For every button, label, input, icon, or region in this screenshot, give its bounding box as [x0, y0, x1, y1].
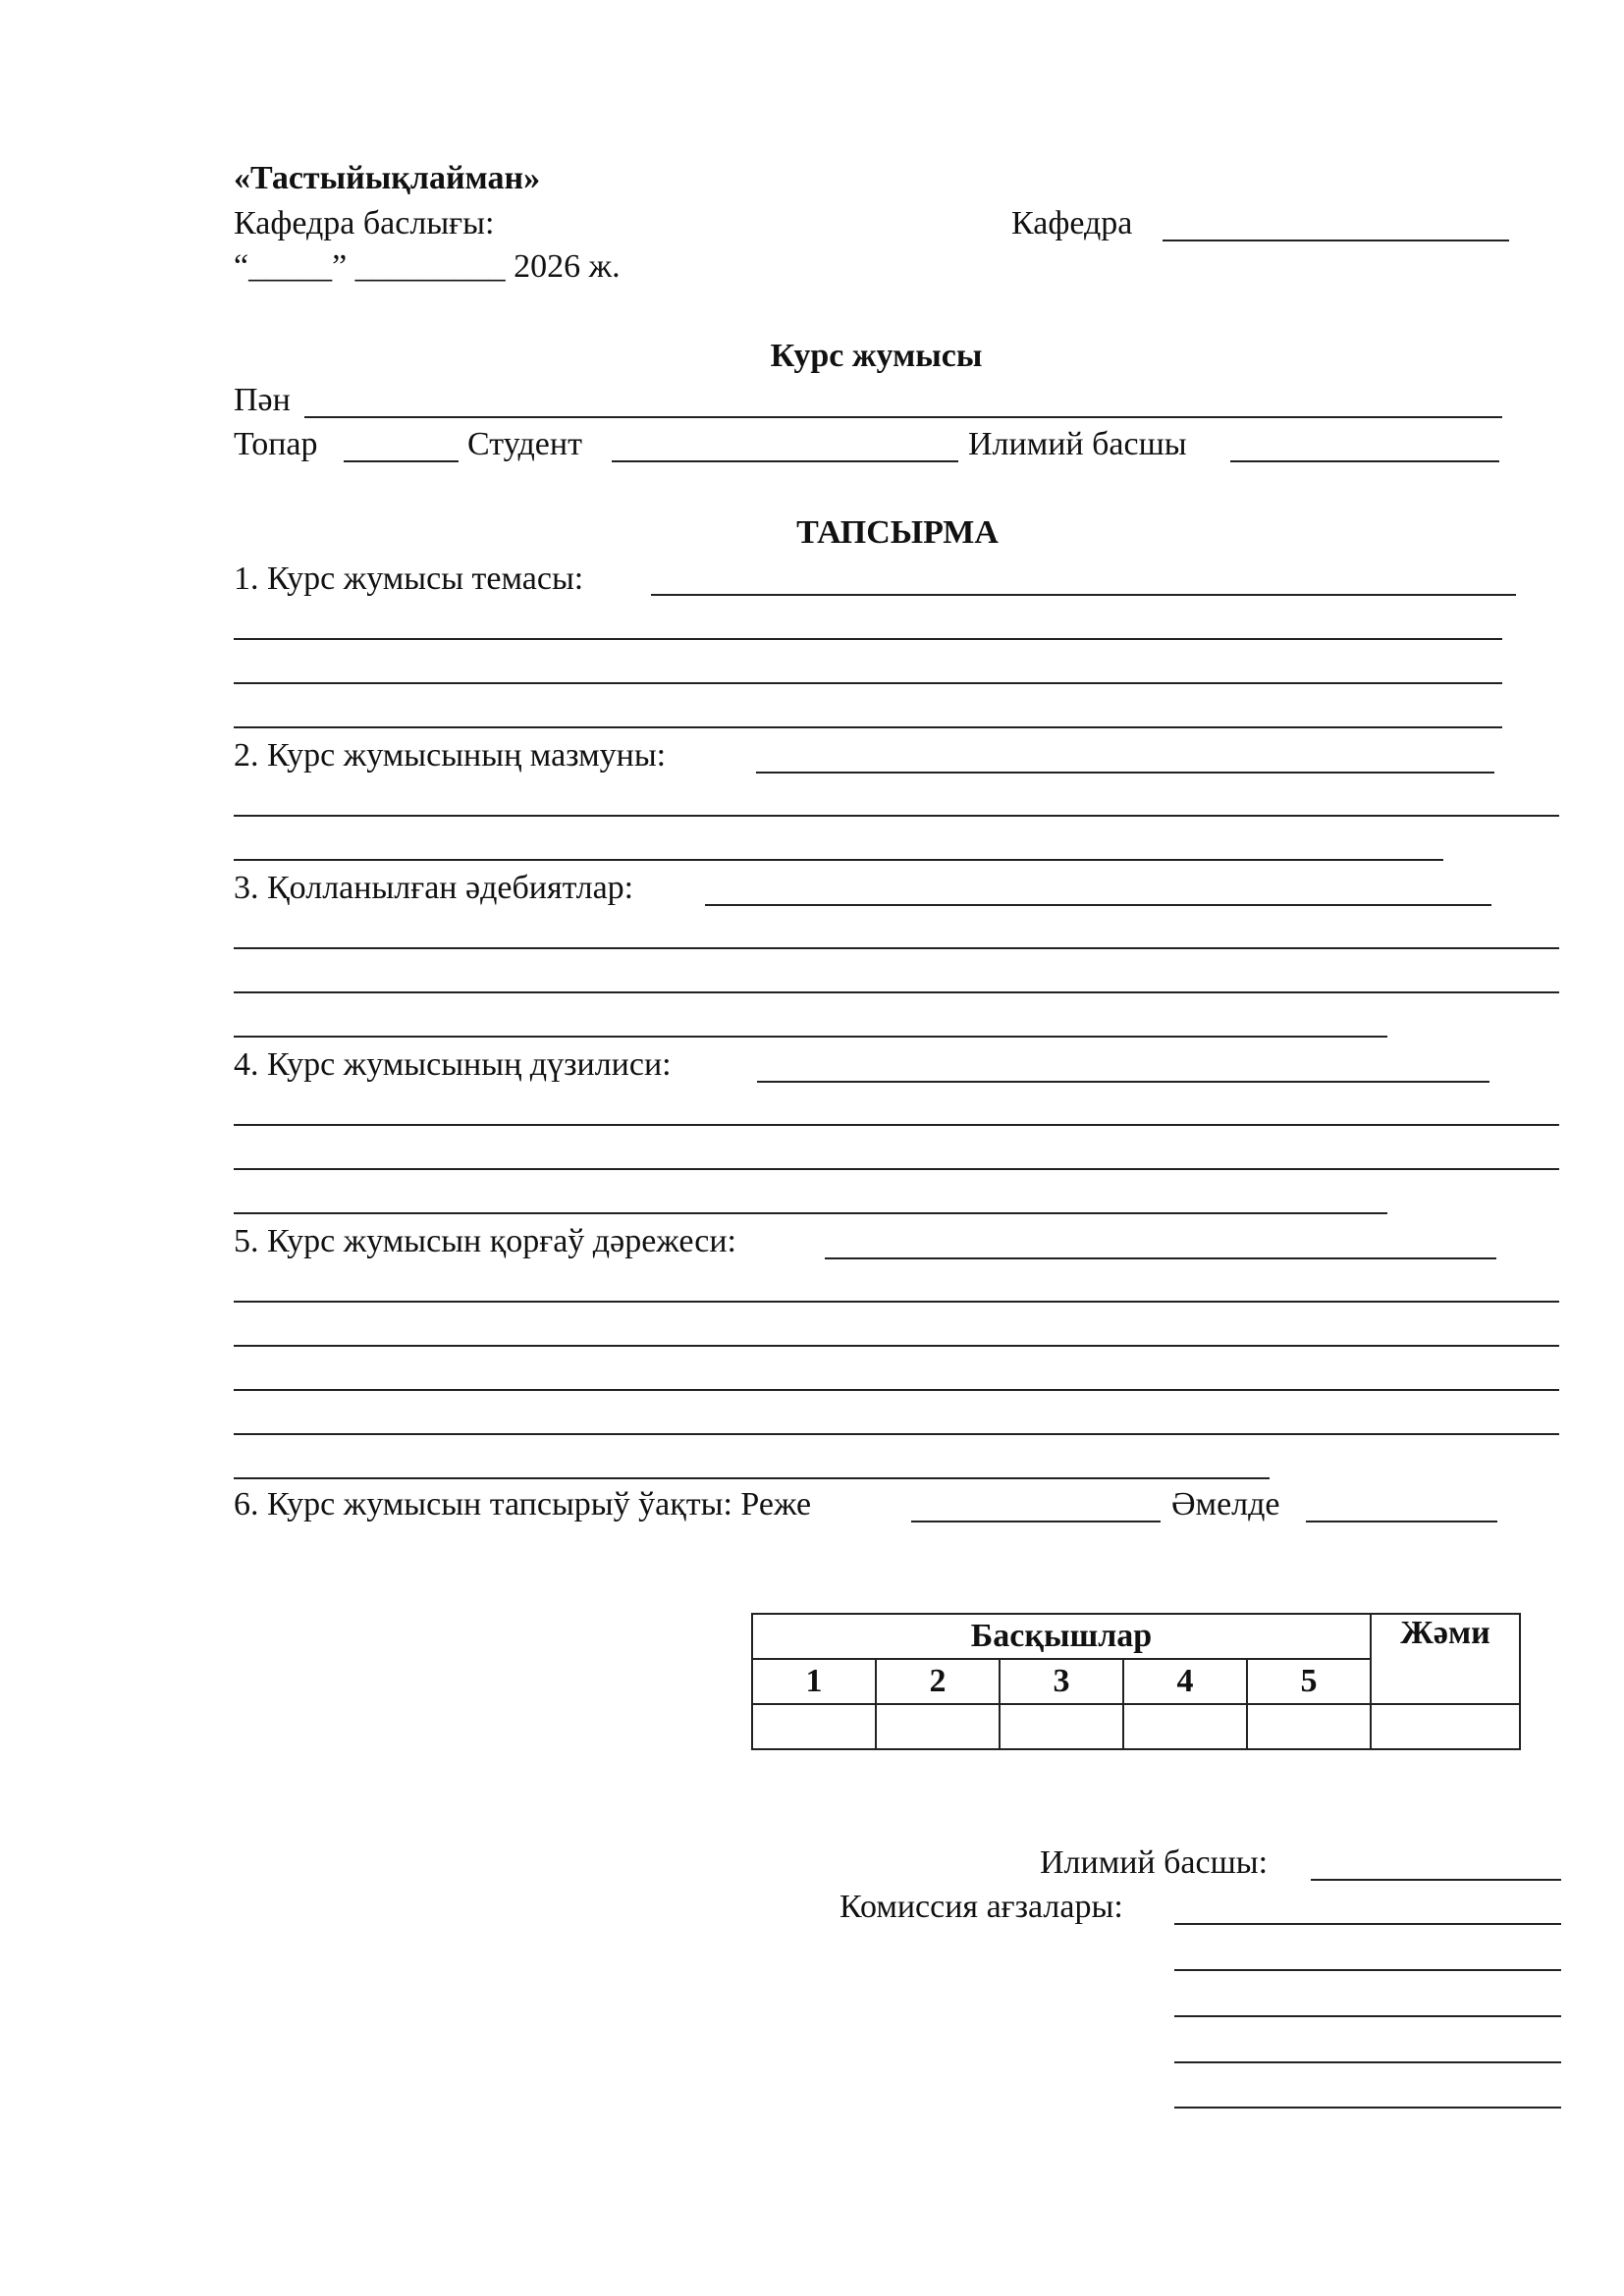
item-3-line[interactable] [234, 1036, 1387, 1038]
item-1-line[interactable] [651, 594, 1516, 596]
signature-commission-label: Комиссия ағзалары: [839, 1889, 1123, 1925]
stage-col-header: 5 [1247, 1659, 1371, 1704]
item-5-line[interactable] [234, 1477, 1270, 1479]
stage-col-header: 1 [752, 1659, 876, 1704]
planned-date-line[interactable] [911, 1521, 1161, 1522]
item-4-line[interactable] [234, 1124, 1559, 1126]
group-label: Топар [234, 426, 318, 462]
item-5-line[interactable] [234, 1301, 1559, 1303]
signature-supervisor-label: Илимий басшы: [1040, 1844, 1269, 1881]
commission-line[interactable] [1174, 2015, 1561, 2017]
item-1-line[interactable] [234, 726, 1502, 728]
actual-date-line[interactable] [1306, 1521, 1497, 1522]
item-2-line[interactable] [234, 815, 1559, 817]
item-5-line[interactable] [234, 1433, 1559, 1435]
stage-col-header: 2 [876, 1659, 1000, 1704]
head-of-dept-label: Кафедра баслығы: [234, 205, 495, 241]
student-label: Студент [467, 426, 582, 462]
department-label: Кафедра [1011, 205, 1133, 241]
item-2-line[interactable] [756, 772, 1494, 774]
commission-line[interactable] [1174, 2107, 1561, 2109]
grade-cell[interactable] [1123, 1704, 1247, 1749]
item-6-label: 6. Курс жумысын тапсырыў ўақты: Реже [234, 1486, 812, 1522]
total-header: Жәми [1371, 1614, 1520, 1704]
commission-line[interactable] [1174, 2061, 1561, 2063]
total-cell[interactable] [1371, 1704, 1520, 1749]
student-line[interactable] [612, 460, 958, 462]
grade-cell[interactable] [876, 1704, 1000, 1749]
item-5-label: 5. Курс жумысын қорғаў дәрежеси: [234, 1223, 736, 1259]
supervisor-line[interactable] [1230, 460, 1499, 462]
stages-header: Басқышлар [752, 1614, 1371, 1659]
item-4-line[interactable] [234, 1212, 1387, 1214]
commission-line[interactable] [1174, 1969, 1561, 1971]
supervisor-label: Илимий басшы [968, 426, 1187, 462]
item-5-line[interactable] [234, 1345, 1559, 1347]
grade-cell[interactable] [1000, 1704, 1123, 1749]
signature-supervisor-line[interactable] [1311, 1879, 1561, 1881]
item-4-line[interactable] [234, 1168, 1559, 1170]
department-line[interactable] [1163, 240, 1509, 241]
item-5-line[interactable] [234, 1389, 1559, 1391]
item-1-label: 1. Курс жумысы темасы: [234, 561, 584, 597]
stage-col-header: 3 [1000, 1659, 1123, 1704]
approval-date: “_____” _________ 2026 ж. [234, 248, 621, 285]
stage-col-header: 4 [1123, 1659, 1247, 1704]
group-line[interactable] [344, 460, 459, 462]
subject-label: Пән [234, 382, 291, 418]
item-1-line[interactable] [234, 638, 1502, 640]
task-title: ТАПСЫРМА [796, 514, 999, 551]
grade-cell[interactable] [752, 1704, 876, 1749]
item-2-label: 2. Курс жумысының мазмуны: [234, 737, 667, 774]
grade-table [751, 1613, 1521, 1750]
item-3-line[interactable] [705, 904, 1491, 906]
subject-line[interactable] [304, 416, 1502, 418]
item-3-label: 3. Қолланылған әдебиятлар: [234, 870, 634, 906]
approve-heading: «Тастыйықлайман» [234, 160, 541, 196]
item-3-line[interactable] [234, 947, 1559, 949]
item-3-line[interactable] [234, 991, 1559, 993]
actual-date-label: Әмелде [1171, 1486, 1280, 1522]
page-title: Курс жумысы [770, 338, 983, 374]
item-1-line[interactable] [234, 682, 1502, 684]
item-2-line[interactable] [234, 859, 1443, 861]
item-4-line[interactable] [757, 1081, 1489, 1083]
item-5-line[interactable] [825, 1257, 1496, 1259]
item-4-label: 4. Курс жумысының дүзилиси: [234, 1046, 672, 1083]
grade-cell[interactable] [1247, 1704, 1371, 1749]
commission-line[interactable] [1174, 1923, 1561, 1925]
